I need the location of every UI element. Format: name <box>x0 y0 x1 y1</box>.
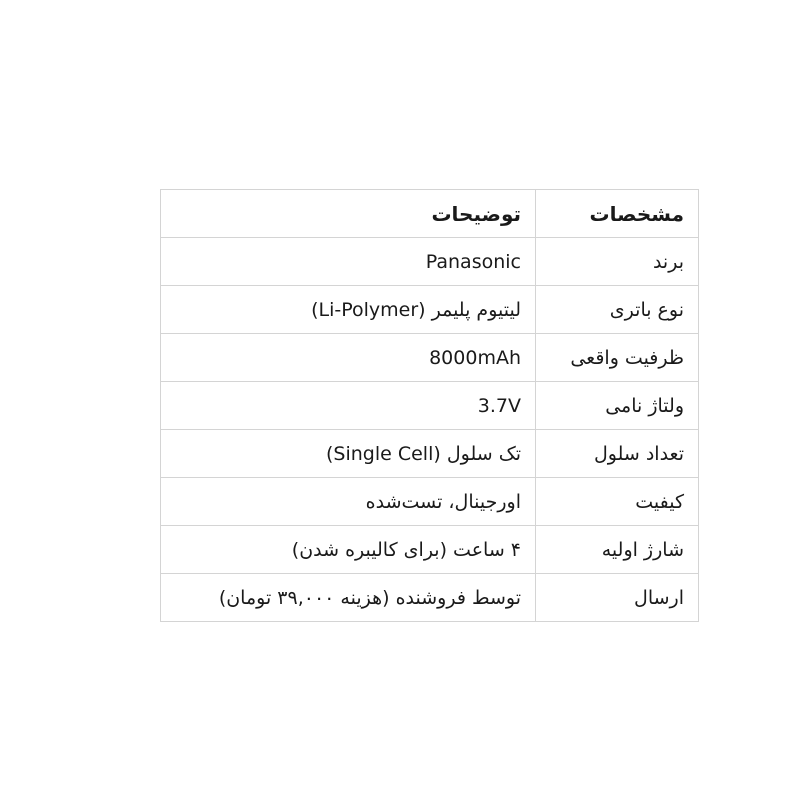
table-row <box>161 334 699 382</box>
spec-label: نوع باتری <box>536 286 699 334</box>
spec-value: 8000mAh <box>161 334 536 382</box>
spec-value: 3.7V <box>161 382 536 430</box>
table-row <box>161 478 699 526</box>
table-row <box>161 430 699 478</box>
table-header-row <box>161 190 699 238</box>
spec-label: تعداد سلول <box>536 430 699 478</box>
table-row <box>161 526 699 574</box>
table-row <box>161 286 699 334</box>
spec-value: Panasonic <box>161 238 536 286</box>
spec-value: ۴ ساعت (برای کالیبره شدن) <box>161 526 536 574</box>
spec-value: اورجینال، تست‌شده <box>161 478 536 526</box>
spec-table <box>160 189 699 622</box>
table-row <box>161 382 699 430</box>
spec-label: شارژ اولیه <box>536 526 699 574</box>
table-row <box>161 574 699 622</box>
spec-value: لیتیوم پلیمر (Li-Polymer) <box>161 286 536 334</box>
header-desc: توضیحات <box>161 190 536 238</box>
spec-label: ولتاژ نامی <box>536 382 699 430</box>
table-row <box>161 238 699 286</box>
header-spec: مشخصات <box>536 190 699 238</box>
spec-value: تک سلول (Single Cell) <box>161 430 536 478</box>
spec-value: توسط فروشنده (هزینه ۳۹,۰۰۰ تومان) <box>161 574 536 622</box>
spec-label: ارسال <box>536 574 699 622</box>
spec-label: ظرفیت واقعی <box>536 334 699 382</box>
spec-label: برند <box>536 238 699 286</box>
spec-label: کیفیت <box>536 478 699 526</box>
